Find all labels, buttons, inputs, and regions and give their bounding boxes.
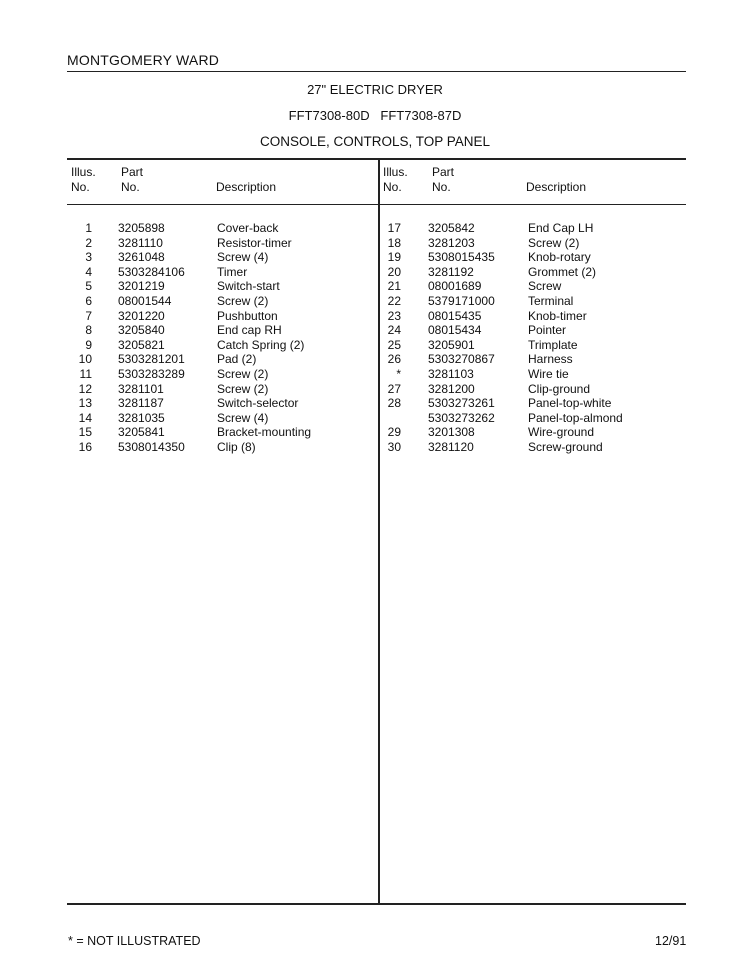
part-description: Catch Spring (2) [217,337,305,352]
part-number: 08015435 [428,308,482,323]
part-number: 3205901 [428,337,475,352]
part-number: 3205840 [118,323,165,338]
left-part-header [121,165,143,195]
part-description: Screw (2) [217,293,269,308]
parts-row [0,352,750,367]
illus-number: 2 [85,235,92,250]
part-description: Switch-start [217,279,280,294]
right-illus-header [383,165,408,195]
part-header-top: Part [432,165,455,179]
parts-row [0,236,750,251]
illus-number: * [396,366,401,381]
illus-number: 6 [85,293,92,308]
parts-row [0,294,750,309]
part-description: Grommet (2) [528,264,597,279]
part-header-bottom: No. [121,180,140,194]
part-description: End cap RH [217,323,282,338]
part-description: Panel-top-white [528,396,612,411]
part-number: 5303281201 [118,352,185,367]
part-description: Knob-timer [528,308,587,323]
top-rule [67,71,686,72]
illus-number: 16 [78,439,92,454]
left-illus-header [71,165,96,195]
parts-row [0,367,750,382]
part-description: Screw (4) [217,410,269,425]
part-description: Cover-back [217,221,279,235]
illus-number: 26 [387,352,401,367]
parts-row [0,440,750,455]
brand-name: MONTGOMERY WARD [67,52,220,68]
part-number: 3201219 [118,279,165,294]
part-number: 5303273262 [428,410,495,425]
parts-row [0,309,750,324]
part-number: 5308014350 [118,439,185,454]
part-description: Wire-ground [528,425,595,440]
part-number: 3281035 [118,410,165,425]
not-illustrated-note: * = NOT ILLUSTRATED [68,934,201,948]
part-description: Terminal [528,293,574,308]
part-description: Knob-rotary [528,250,591,265]
illus-number: 10 [78,352,92,367]
illus-number: 24 [387,323,401,338]
part-number: 3281192 [428,264,474,279]
parts-row [0,279,750,294]
part-number: 5303270867 [428,352,495,367]
part-number: 3201220 [118,308,165,323]
illus-number: 25 [387,337,401,352]
illus-number: 21 [387,279,401,294]
part-description: Pushbutton [217,308,278,323]
illus-number: 30 [387,439,401,454]
document-title: 27" ELECTRIC DRYER [307,82,443,97]
illus-number: 11 [79,366,92,381]
illus-number: 29 [387,425,401,440]
part-number: 5303273261 [428,396,495,411]
part-number: 3281187 [118,396,164,411]
illus-header-bottom: No. [383,180,402,194]
illus-number: 20 [387,264,401,279]
part-number: 3281120 [428,439,474,454]
part-description: Timer [217,264,248,279]
part-description: Screw (2) [217,381,269,396]
revision-date: 12/91 [655,934,687,948]
part-description: End Cap LH [528,221,594,235]
part-number: 3205842 [428,221,475,235]
illus-number: 5 [85,279,92,294]
part-description: Harness [528,352,573,367]
illus-number: 22 [387,293,401,308]
part-number: 3205821 [118,337,165,352]
part-description: Pad (2) [217,352,257,367]
part-description: Switch-selector [217,396,299,411]
illus-number: 17 [387,221,401,235]
table-top-rule [67,158,686,160]
part-description: Screw-ground [528,439,603,454]
part-description: Trimplate [528,337,578,352]
illus-number: 12 [78,381,92,396]
part-description: Bracket-mounting [217,425,312,440]
left-description-header [216,180,276,195]
part-number: 3205898 [118,221,165,235]
illus-number: 7 [85,308,92,323]
part-number: 3261048 [118,250,165,265]
right-parts-list [0,221,750,455]
illus-number: 1 [85,221,92,235]
part-number: 3281101 [118,381,164,396]
parts-row [0,382,750,397]
part-description: Resistor-timer [217,235,292,250]
right-description-header [526,180,586,195]
part-description: Clip (8) [217,439,256,454]
illus-number: 14 [78,410,92,425]
illus-number: 13 [78,396,92,411]
illus-number: 23 [387,308,401,323]
section-title: CONSOLE, CONTROLS, TOP PANEL [259,134,491,149]
illus-number: 27 [387,381,401,396]
part-number: 5303283289 [118,366,185,381]
part-number: 3201308 [428,425,475,440]
part-number: 3205841 [118,425,165,440]
part-description: Clip-ground [528,381,591,396]
illus-number: 15 [78,425,92,440]
part-description: Screw (4) [217,250,269,265]
description-header: Description [216,180,277,194]
parts-row [0,396,750,411]
description-header: Description [526,180,587,194]
model-numbers: FFT7308-80D FFT7308-87D [288,108,462,123]
part-number: 08001544 [118,293,172,308]
parts-row [0,265,750,280]
illus-number: 18 [387,235,401,250]
part-number: 08001689 [428,279,482,294]
table-bottom-rule [67,903,686,905]
illus-number: 4 [85,264,92,279]
part-header-top: Part [121,165,144,179]
parts-row [0,411,750,426]
part-number: 3281103 [428,366,474,381]
parts-row [0,323,750,338]
illus-number: 28 [387,396,401,411]
part-number: 3281200 [428,381,475,396]
illus-number: 8 [85,323,92,338]
illus-number: 19 [387,250,401,265]
part-description: Screw (2) [528,235,580,250]
parts-row [0,425,750,440]
header-bottom-rule [67,204,686,205]
part-number: 3281203 [428,235,475,250]
part-description: Wire tie [528,366,569,381]
illus-header-top: Illus. [383,165,408,179]
part-description: Screw (2) [217,366,269,381]
part-description: Pointer [528,323,567,338]
part-description: Screw [528,279,562,294]
parts-row [0,338,750,353]
part-number: 5308015435 [428,250,495,265]
part-number: 5379171000 [428,293,495,308]
part-description: Panel-top-almond [528,410,623,425]
illus-header-bottom: No. [71,180,90,194]
parts-row [0,221,750,236]
illus-header-top: Illus. [71,165,96,179]
illus-number: 3 [85,250,92,265]
right-part-header [432,165,454,195]
parts-row [0,250,750,265]
part-number: 08015434 [428,323,482,338]
part-header-bottom: No. [432,180,451,194]
part-number: 3281110 [118,235,163,250]
part-number: 5303284106 [118,264,185,279]
illus-number: 9 [85,337,92,352]
